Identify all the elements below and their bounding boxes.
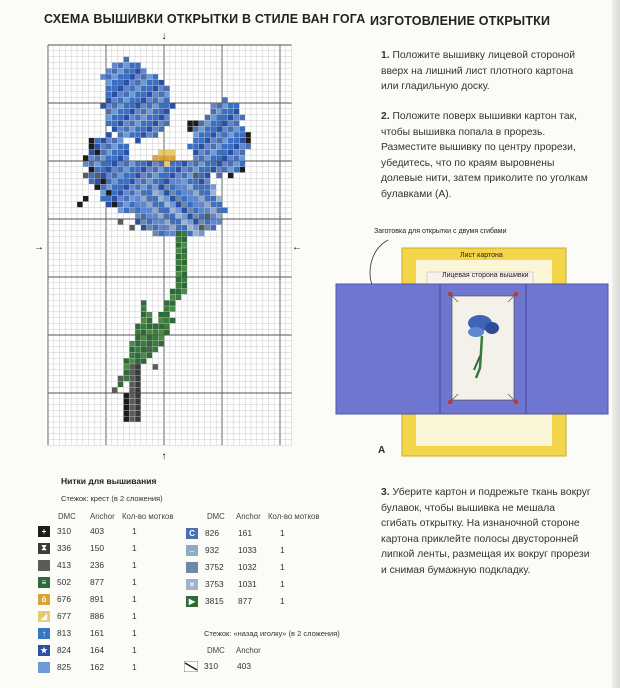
skein-count: 1 — [280, 596, 285, 606]
card-illustration — [330, 228, 615, 468]
skein-count: 1 — [280, 528, 285, 538]
dmc-number: 932 — [205, 545, 219, 555]
dmc-number: 825 — [57, 662, 71, 672]
step-2-text: Положите поверх вышивки картон так, чтобы вышивка попала в прорезь. Разместите вышивку по центру прорези, убедитесь, что по краям выровнены долевые нити, затем приколите по уголкам булавками (А). — [381, 111, 588, 200]
skein-count: 1 — [280, 562, 285, 572]
thread-left-row — [38, 593, 152, 605]
dmc-number: 813 — [57, 628, 71, 638]
header-dmc-right: DMC — [207, 512, 225, 521]
dmc-number: 502 — [57, 577, 71, 587]
threads-title: Нитки для вышивания — [61, 476, 157, 486]
thread-color-swatch-icon: ★ — [38, 645, 50, 656]
dmc-number: 677 — [57, 611, 71, 621]
dmc-number: 824 — [57, 645, 71, 655]
thread-right-row — [186, 578, 300, 590]
thread-right-row — [186, 544, 300, 556]
skein-count: 1 — [132, 628, 137, 638]
anchor-number: 161 — [238, 528, 252, 538]
backstitch-label: Стежок: «назад иголку» (в 2 сложения) — [204, 629, 340, 638]
anchor-number: 164 — [90, 645, 104, 655]
arrow-right-icon: ← — [292, 242, 302, 253]
skein-count: 1 — [132, 611, 137, 621]
anchor-number: 1031 — [238, 579, 257, 589]
step-1-text: Положите вышивку лицевой стороной вверх на лишний лист плотного картона или гладильную доску. — [381, 50, 575, 92]
thread-left-row — [38, 627, 152, 639]
thread-color-swatch-icon: ⧗ — [38, 543, 50, 554]
thread-left-row — [38, 559, 152, 571]
skein-count: 1 — [132, 594, 137, 604]
thread-color-swatch-icon: C — [186, 528, 198, 539]
anchor-number: 150 — [90, 543, 104, 553]
thread-color-swatch-icon: ò — [38, 594, 50, 605]
label-blank: Заготовка для открытки с двумя сгибами — [374, 228, 507, 235]
skein-count: 1 — [132, 560, 137, 570]
arrow-top-icon: ↓ — [161, 31, 167, 42]
anchor-number: 161 — [90, 628, 104, 638]
thread-left-row — [38, 610, 152, 622]
thread-color-swatch-icon — [38, 560, 50, 571]
chart-grid — [30, 30, 310, 460]
thread-left-row — [38, 644, 152, 656]
skein-count: 1 — [132, 577, 137, 587]
thread-color-swatch-icon: + — [38, 526, 50, 537]
arrow-bottom-icon: ↑ — [161, 451, 167, 460]
backstitch-line-icon — [184, 661, 198, 672]
step-3 — [381, 485, 591, 578]
page-edge — [612, 0, 620, 688]
anchor-number: 1033 — [238, 545, 257, 555]
skein-count: 1 — [280, 545, 285, 555]
thread-color-swatch-icon — [38, 662, 50, 673]
header-dmc-back: DMC — [207, 646, 225, 655]
thread-color-swatch-icon: ≡ — [38, 577, 50, 588]
step-3-number: 3. — [381, 487, 390, 498]
cross-stitch-chart — [30, 30, 310, 460]
header-count-right: Кол-во мотков — [268, 512, 320, 521]
thread-right-row — [186, 527, 300, 539]
step-1 — [381, 48, 591, 95]
step-2 — [381, 109, 591, 202]
skein-count: 1 — [132, 645, 137, 655]
thread-color-swatch-icon: ↑ — [38, 628, 50, 639]
step-2-number: 2. — [381, 111, 390, 122]
thread-color-swatch-icon: × — [186, 579, 198, 590]
thread-right-row — [186, 561, 300, 573]
header-anchor-right: Anchor — [236, 512, 261, 521]
thread-left-row — [38, 542, 152, 554]
thread-left-row — [38, 576, 152, 588]
thread-color-swatch-icon: ◢ — [38, 611, 50, 622]
dmc-number: 3815 — [205, 596, 224, 606]
anchor-number: 162 — [90, 662, 104, 672]
anchor-number: 891 — [90, 594, 104, 604]
anchor-number: 403 — [90, 526, 104, 536]
thread-left-row — [38, 525, 152, 537]
dmc-number: 826 — [205, 528, 219, 538]
header-anchor-back: Anchor — [236, 646, 261, 655]
anchor-number: 877 — [90, 577, 104, 587]
cross-stitch-label: Стежок: крест (в 2 сложения) — [61, 494, 163, 503]
label-card: Лист картона — [460, 252, 503, 259]
skein-count: 1 — [132, 526, 137, 536]
arrow-left-icon: → — [34, 242, 44, 253]
dmc-number: 3753 — [205, 579, 224, 589]
dmc-number: 3752 — [205, 562, 224, 572]
anchor-number: 886 — [90, 611, 104, 621]
label-face: Лицевая сторона вышивки — [442, 272, 529, 279]
thread-color-swatch-icon: ↔ — [188, 545, 196, 555]
back-anchor: 403 — [237, 661, 251, 671]
chart-title: СХЕМА ВЫШИВКИ ОТКРЫТКИ В СТИЛЕ ВАН ГОГА — [44, 12, 366, 26]
skein-count: 1 — [132, 543, 137, 553]
figure-letter: А — [378, 445, 386, 456]
backstitch-row — [184, 660, 279, 672]
thread-color-swatch-icon: ▶ — [186, 596, 198, 607]
back-dmc: 310 — [204, 661, 218, 671]
instructions-title: ИЗГОТОВЛЕНИЕ ОТКРЫТКИ — [370, 14, 551, 28]
thread-color-swatch-icon — [186, 562, 198, 573]
anchor-number: 877 — [238, 596, 252, 606]
thread-right-row — [186, 595, 300, 607]
skein-count: 1 — [132, 662, 137, 672]
anchor-number: 1032 — [238, 562, 257, 572]
thread-left-row — [38, 661, 152, 673]
skein-count: 1 — [280, 579, 285, 589]
header-dmc-left: DMC — [58, 512, 76, 521]
dmc-number: 413 — [57, 560, 71, 570]
dmc-number: 310 — [57, 526, 71, 536]
anchor-number: 236 — [90, 560, 104, 570]
header-anchor-left: Anchor — [90, 512, 115, 521]
dmc-number: 336 — [57, 543, 71, 553]
step-3-text: Уберите картон и подрежьте ткань вокруг булавок, чтобы вышивка не мешала сгибать открытку. На изнаночной стороне картона приклейте полосы двусторонней липкой ленты, размещая их вокруг прорези и снимая бумажную подкладку. — [381, 487, 591, 576]
dmc-number: 676 — [57, 594, 71, 604]
step-1-number: 1. — [381, 50, 390, 61]
header-count-left: Кол-во мотков — [122, 512, 174, 521]
